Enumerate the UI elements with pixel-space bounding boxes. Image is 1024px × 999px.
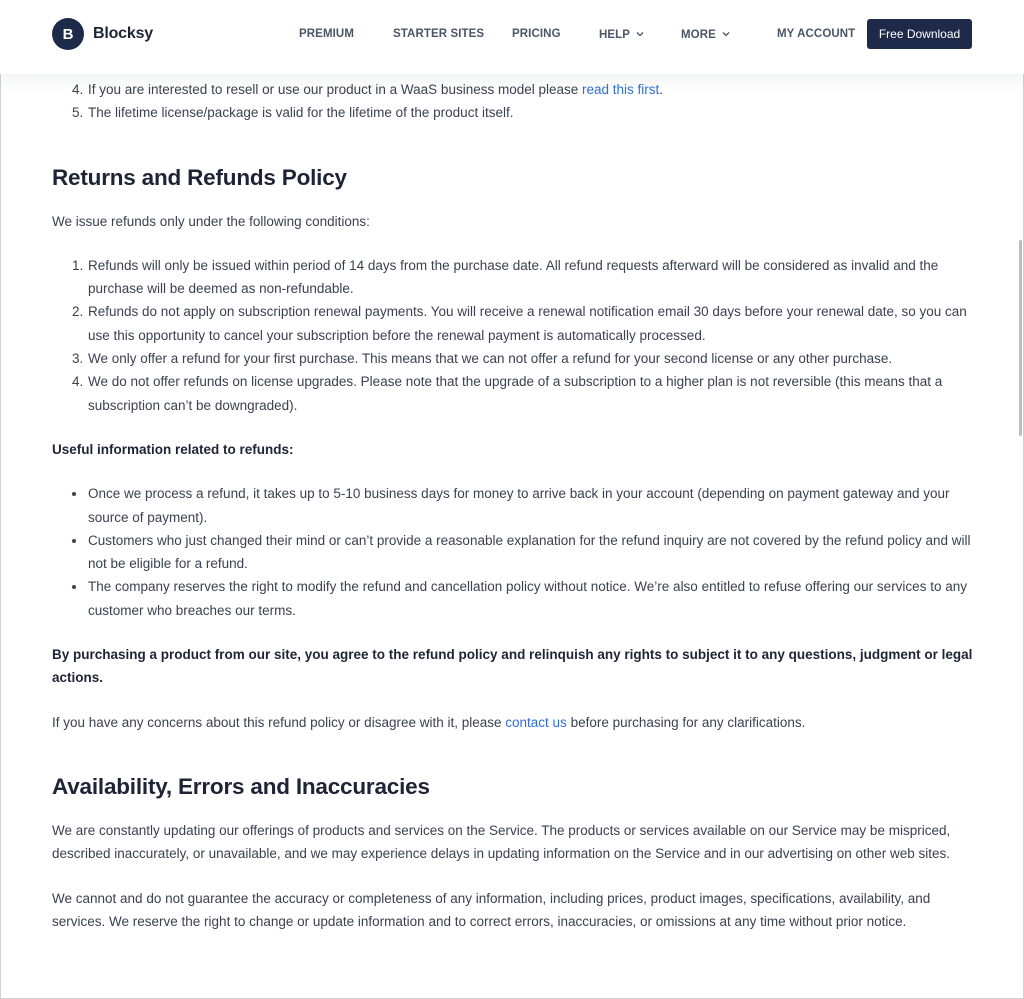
availability-paragraph-1: We are constantly updating our offerings of products and services on the Service. The products or services available on our Service may be mispriced, described inaccurately, or unavailable, and we may experience delays in updating information on the Service and in our advertising on other web sites. <box>52 822 951 862</box>
concerns-text: If you have any concerns about this refund policy or disagree with it, please <box>52 714 506 730</box>
refund-agreement: By purchasing a product from our site, you agree to the refund policy and relinquish any rights to subject it to any questions, judgment or legal actions. <box>52 647 973 686</box>
useful-info-list <box>52 482 974 622</box>
chevron-down-icon <box>722 28 730 40</box>
nav-starter-sites[interactable] <box>393 28 484 40</box>
nav-starter-sites-label: STARTER SITES <box>393 28 485 40</box>
nav-pricing[interactable] <box>512 28 561 40</box>
list-item: 1. Refunds will only be issued within period of 14 days from the purchase date. All refund requests afterward will be considered as invalid and the purchase will be deemed as non-refundable. <box>87 254 974 301</box>
brand-name[interactable]: Blocksy <box>93 25 153 42</box>
list-item: • The company reserves the right to modify the refund and cancellation policy without notice. We’re also entitled to refuse offering our services to any customer who breaches our terms. <box>87 575 974 622</box>
policy-content <box>52 78 974 933</box>
nav-my-account-label: MY ACCOUNT <box>777 28 856 40</box>
license-list <box>52 78 974 125</box>
license-item-4-text: If you are interested to resell or use our product in a WaaS business model please <box>88 82 583 97</box>
list-item: • Customers who just changed their mind or can’t provide a reasonable explanation for the refund inquiry are not covered by the refund policy and will not be eligible for a refund. <box>87 529 974 576</box>
concerns-suffix: before purchasing for any clarifications. <box>566 714 806 730</box>
availability-paragraph-2: We cannot and do not guarantee the accuracy or completeness of any information, including prices, product images, specifications, availability, and services. We reserve the right to change or update information and to correct errors, inaccuracies, or omissions at any time without prior notice. <box>52 890 931 929</box>
free-download-button[interactable]: Free Download <box>867 19 972 49</box>
site-header <box>0 0 1024 74</box>
refunds-heading: Returns and Refunds Policy <box>52 164 347 190</box>
nav-more-label: MORE <box>681 29 716 41</box>
list-item: • Once we process a refund, it takes up to 5-10 business days for money to arrive back in your account (depending on payment gateway and your source of payment). <box>87 482 974 529</box>
nav-help-label: HELP <box>599 29 631 41</box>
blocksy-logo-icon[interactable] <box>52 18 84 50</box>
list-item: 5. The lifetime license/package is valid for the lifetime of the product itself. <box>87 101 974 124</box>
nav-premium[interactable] <box>299 28 354 40</box>
refunds-intro: We issue refunds only under the following conditions: <box>52 213 370 229</box>
nav-my-account[interactable] <box>777 28 855 40</box>
availability-heading: Availability, Errors and Inaccuracies <box>52 773 430 799</box>
list-item <box>87 78 974 101</box>
svg-text:B: B <box>62 26 74 43</box>
nav-more[interactable] <box>681 28 730 41</box>
list-item: 2. Refunds do not apply on subscription renewal payments. You will receive a renewal notification email 30 days before your renewal date, so you can use this opportunity to cancel your subscription before the renewal payment is automatically processed. <box>87 300 974 347</box>
nav-help[interactable] <box>599 28 644 41</box>
read-this-first-link[interactable]: read this first <box>582 82 660 97</box>
list-item: 3. We only offer a refund for your first purchase. This means that we can not offer a refund for your second license or any other purchase. <box>87 347 974 370</box>
license-item-4-suffix: . <box>659 82 664 97</box>
contact-us-link[interactable]: contact us <box>505 714 567 730</box>
useful-info-heading: Useful information related to refunds: <box>52 441 294 457</box>
list-item: 4. We do not offer refunds on license upgrades. Please note that the upgrade of a subscription to a higher plan is not reversible (this means that a subscription can’t be downgraded). <box>87 370 974 417</box>
refund-conditions-list <box>52 254 974 417</box>
nav-premium-label: PREMIUM <box>299 28 355 40</box>
nav-pricing-label: PRICING <box>512 28 561 40</box>
refund-concerns <box>52 711 974 734</box>
scrollbar-thumb[interactable] <box>1019 240 1022 436</box>
chevron-down-icon <box>636 28 644 40</box>
